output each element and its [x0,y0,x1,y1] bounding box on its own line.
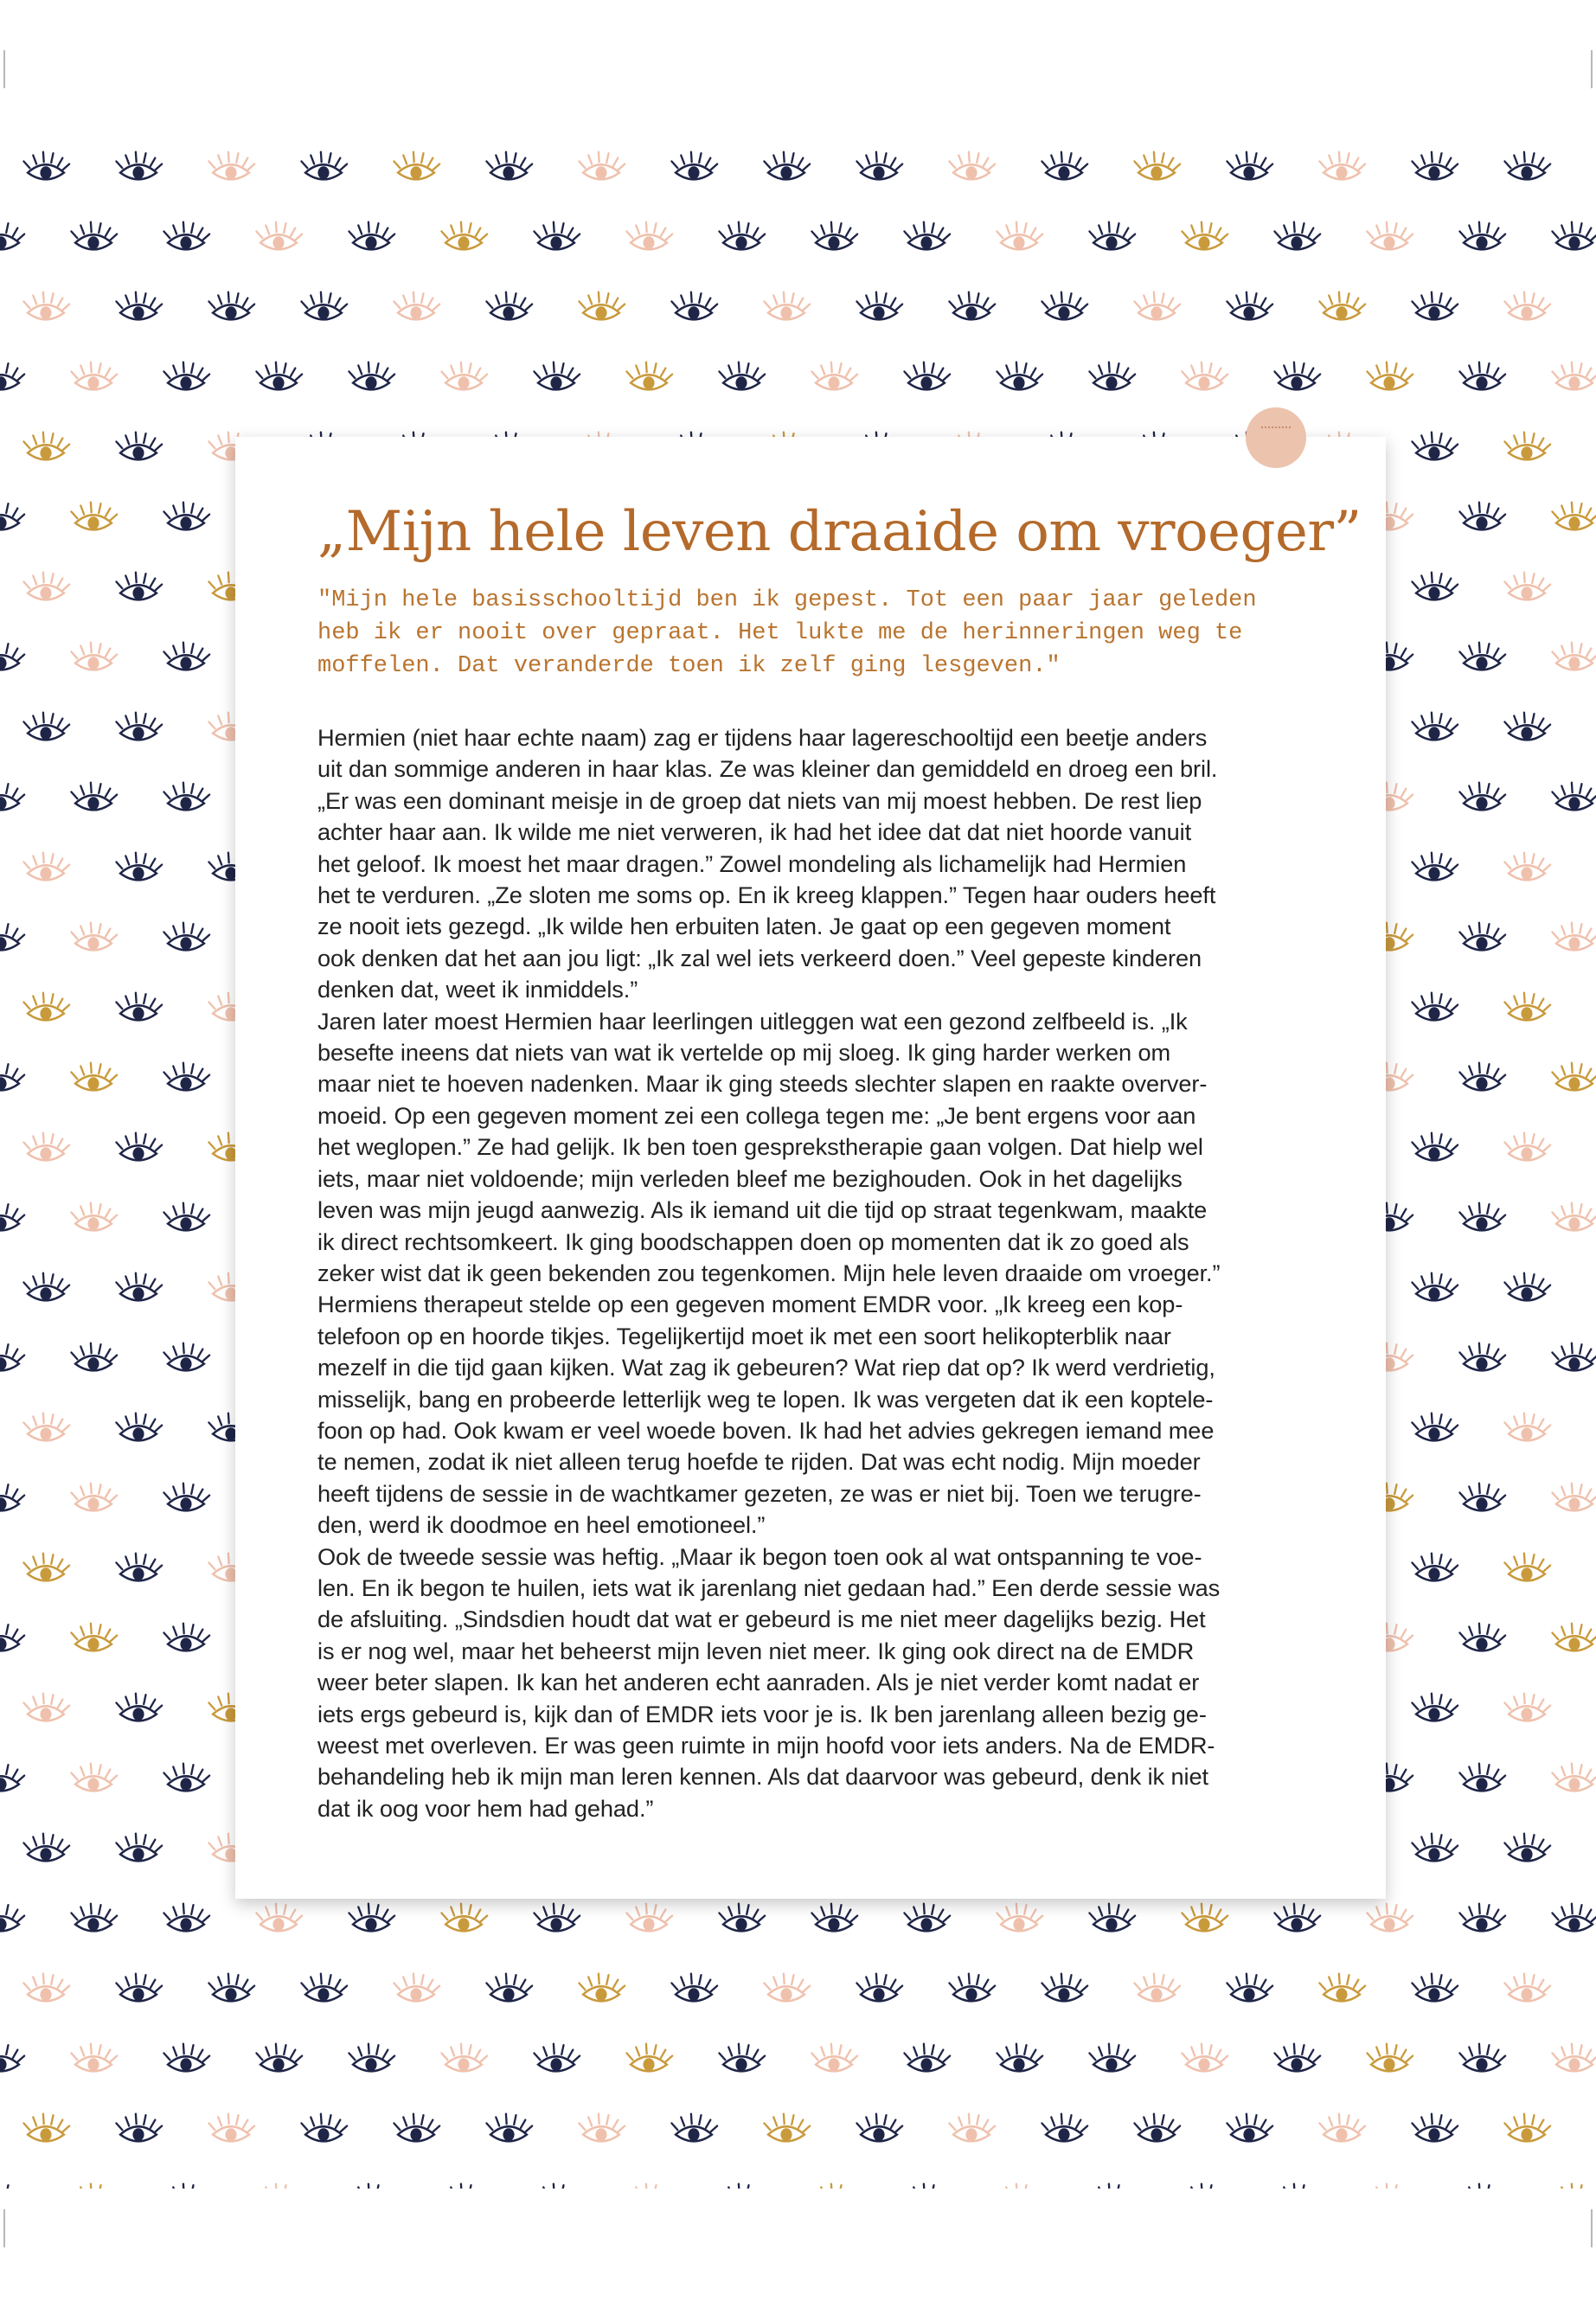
eye-icon [71,1343,117,1371]
eye-icon [23,713,69,740]
eye-icon [1504,1133,1550,1161]
body-line: leven was mijn jeugd aanwezig. Als ik iemand uit die tijd op straat tegenkwam, maakte [317,1196,1208,1224]
eye-icon [23,573,69,600]
body-line: Hermiens therapeut stelde op een gegeven moment EMDR voor. „Ik kreeg een kop- [317,1291,1183,1318]
eye-icon [1552,923,1596,951]
eye-icon [1459,503,1505,530]
eye-icon [301,292,347,320]
eye-icon [23,433,69,460]
eye-icon [71,1624,117,1651]
body-line: iets, maar niet voldoende; mijn verleden bleef me bezighouden. Ook in het dagelijks [317,1164,1183,1192]
eye-icon [349,2044,394,2072]
body-line: den, werd ik doodmoe en heel emotioneel.” [317,1511,766,1539]
eye-icon [1459,2184,1505,2189]
eye-icon [1182,1904,1227,1932]
eye-icon [256,1904,302,1932]
body-line: moeid. Op een gegeven moment zei een collega tegen me: „Je bent ergens voor aan [317,1101,1196,1129]
eye-icon [1459,1484,1505,1511]
eye-icon [1089,222,1135,250]
eye-icon [163,1484,209,1511]
eye-icon [1274,362,1320,390]
eye-icon [1504,1554,1550,1581]
eye-icon [1459,222,1505,250]
eye-icon [0,503,24,530]
body-line: mezelf in die tijd gaan kijken. Wat zag ik gebeuren? Wat riep dat op? Ik werd verdrietig, [317,1354,1215,1381]
eye-icon [534,2044,580,2072]
body-line: len. En ik begon te huilen, iets wat ik jarenlang niet gedaan had.” Een derde sessie was [317,1574,1221,1601]
eye-icon [949,152,995,180]
eye-icon [1504,993,1550,1021]
eye-icon [1367,2184,1413,2189]
body-line: misselijk, bang en probeerde letterlijk weg te lopen. Ik was vergeten dat ik een koptele- [317,1385,1214,1413]
eye-icon [1412,993,1458,1021]
eye-icon [1552,1343,1596,1371]
eye-icon [23,1554,69,1581]
eye-icon [1552,783,1596,811]
eye-icon [1319,292,1365,320]
eye-icon [1459,1203,1505,1231]
eye-icon [949,292,995,320]
eye-icon [23,993,69,1021]
eye-icon [1134,292,1180,320]
eye-icon [23,1133,69,1161]
eye-icon [719,1904,765,1932]
eye-icon [71,783,117,811]
eye-icon [1182,2044,1227,2072]
eye-icon [1367,222,1413,250]
eye-icon [163,362,209,390]
eye-icon [1412,853,1458,881]
eye-icon [163,2184,209,2189]
eye-icon [1504,1413,1550,1441]
eye-icon [71,1063,117,1091]
eye-icon [1412,292,1458,320]
eye-icon [0,1203,24,1231]
eye-icon [116,1133,162,1161]
eye-icon [1042,292,1087,320]
body-line: maar niet te hoeven nadenken. Maar ik ging steeds slechter slapen en raakte overver- [317,1070,1208,1098]
eye-icon [116,713,162,740]
eye-icon [1412,573,1458,600]
eye-icon [1459,1624,1505,1651]
eye-icon [1459,643,1505,670]
body-line: ze nooit iets gezegd. „Ik wilde hen erbuiten laten. Je gaat op een gegeven moment [317,913,1171,940]
eye-icon [856,292,902,320]
eye-icon [764,152,810,180]
body-line: het te verduren. „Ze sloten me soms op. En ik kreeg klappen.” Tegen haar ouders heeft [317,881,1216,909]
eye-icon [1412,2114,1458,2142]
eye-icon [1504,1694,1550,1721]
eye-icon [1412,1273,1458,1301]
eye-icon [1319,2114,1365,2142]
eye-icon [904,1904,950,1932]
eye-icon [71,2184,117,2189]
eye-icon [163,1904,209,1932]
eye-icon [1459,783,1505,811]
eye-icon [394,1974,439,2002]
eye-icon [1504,573,1550,600]
eye-icon [23,292,69,320]
eye-icon [1552,2044,1596,2072]
body-line: dat ik oog voor hem had gehad.” [317,1794,654,1822]
eye-icon [23,1413,69,1441]
eye-icon [764,1974,810,2002]
body-line: te nemen, zodat ik niet alleen terug hoefde te rijden. Dat was echt nodig. Mijn moeder [317,1448,1201,1476]
eye-icon [1227,292,1272,320]
eye-icon [0,2184,24,2189]
eye-icon [856,2114,902,2142]
eye-icon [1504,1273,1550,1301]
intro-line: heb ik er nooit over gepraat. Het lukte me de herinneringen weg te [317,620,1243,646]
eye-icon [256,222,302,250]
eye-icon [534,1904,580,1932]
eye-icon [441,2044,487,2072]
eye-icon [71,503,117,530]
eye-icon [626,362,672,390]
crop-mark-top-right [1591,50,1593,88]
eye-icon [1412,1133,1458,1161]
eye-icon [1552,1484,1596,1511]
eye-icon [23,1834,69,1862]
eye-icon [1459,2044,1505,2072]
eye-icon [719,362,765,390]
eye-icon [349,2184,394,2189]
eye-icon [811,362,857,390]
eye-icon [1182,2184,1227,2189]
eye-icon [163,923,209,951]
body-line: ik direct rechtsomkeert. Ik ging boodschappen doen op momenten dat ik zo goed als [317,1227,1189,1255]
eye-icon [1274,222,1320,250]
eye-icon [163,222,209,250]
eye-icon [1552,503,1596,530]
eye-icon [1552,362,1596,390]
eye-icon [579,152,625,180]
eye-icon [0,2044,24,2072]
eye-icon [949,2114,995,2142]
eye-icon [1227,1974,1272,2002]
eye-icon [208,152,254,180]
body-line: Jaren later moest Hermien haar leerlingen uitleggen wat een gezond zelfbeeld is. „Ik [317,1007,1188,1035]
article-body [317,722,1313,1824]
body-line: iets ergs gebeurd is, kijk dan of EMDR iets voor je is. Ik ben jarenlang alleen bezig ge- [317,1700,1207,1727]
article-intro [317,584,1313,683]
eye-icon [116,573,162,600]
eye-icon [116,1694,162,1721]
eye-icon [671,152,717,180]
eye-icon [1552,643,1596,670]
eye-icon [719,2044,765,2072]
eye-icon [1367,1904,1413,1932]
eye-icon [163,1203,209,1231]
eye-icon [811,222,857,250]
eye-icon [301,152,347,180]
crop-mark-bottom-left [3,2209,5,2247]
eye-icon [1134,2114,1180,2142]
eye-icon [301,2114,347,2142]
eye-icon [626,2044,672,2072]
eye-icon [349,222,394,250]
eye-icon [1459,923,1505,951]
eye-icon [1274,2184,1320,2189]
eye-icon [23,1694,69,1721]
eye-icon [116,292,162,320]
eye-icon [1319,152,1365,180]
eye-icon [997,2184,1042,2189]
eye-icon [0,1063,24,1091]
eye-icon [208,2114,254,2142]
body-line: achter haar aan. Ik wilde me niet verweren, ik had het idee dat dat niet hoorde vanuit [317,818,1192,846]
page-badge-icon [1246,407,1306,468]
eye-icon [1367,362,1413,390]
eye-icon [719,2184,765,2189]
eye-icon [441,1904,487,1932]
body-line: heeft tijdens de sessie in de wachtkamer gezeten, ze was er niet bij. Toen we terugre- [317,1479,1202,1507]
eye-icon [626,1904,672,1932]
eye-icon [764,2114,810,2142]
eye-icon [1504,1834,1550,1862]
body-line: ook denken dat het aan jou ligt: „Ik zal wel iets verkeerd doen.” Veel gepeste kinderen [317,944,1202,971]
eye-icon [626,2184,672,2189]
eye-icon [904,222,950,250]
eye-icon [671,2114,717,2142]
eye-icon [394,2114,439,2142]
eye-icon [486,1974,532,2002]
eye-icon [1134,1974,1180,2002]
eye-icon [534,2184,580,2189]
eye-icon [71,1764,117,1791]
eye-icon [163,643,209,670]
eye-icon [1504,433,1550,460]
body-line: „Er was een dominant meisje in de groep dat niets van mij moest hebben. De rest liep [317,786,1202,814]
body-line: uit dan sommige anderen in haar klas. Ze was kleiner dan gemiddeld en droeg een bril. [317,755,1218,783]
eye-icon [1412,433,1458,460]
eye-icon [116,152,162,180]
eye-icon [163,503,209,530]
eye-icon [71,643,117,670]
eye-icon [534,362,580,390]
eye-icon [208,1974,254,2002]
eye-icon [116,1834,162,1862]
eye-icon [301,1974,347,2002]
eye-icon [116,1413,162,1441]
eye-icon [349,1904,394,1932]
intro-line: moffelen. Dat veranderde toen ik zelf ging lesgeven." [317,653,1061,679]
article-title: „Mijn hele leven draaide om vroeger” [317,500,1362,564]
eye-icon [256,2184,302,2189]
eye-icon [764,292,810,320]
eye-icon [1042,152,1087,180]
eye-icon [23,1974,69,2002]
eye-icon [534,222,580,250]
eye-icon [997,362,1042,390]
eye-icon [1042,2114,1087,2142]
eye-icon [1412,1834,1458,1862]
body-line: weer beter slapen. Ik kan het anderen echt aanraden. Als je niet verder komt nadat er [317,1669,1200,1696]
body-line: de afsluiting. „Sindsdien houdt dat wat er gebeurd is me niet meer dagelijks bezig. Het [317,1606,1206,1633]
eye-icon [0,1484,24,1511]
eye-icon [394,292,439,320]
eye-icon [1134,152,1180,180]
eye-icon [441,222,487,250]
eye-icon [163,1764,209,1791]
eye-icon [1504,152,1550,180]
eye-icon [0,222,24,250]
eye-icon [1227,152,1272,180]
eye-icon [1552,1063,1596,1091]
eye-icon [904,362,950,390]
body-line: is er nog wel, maar het beheerst mijn leven niet meer. Ik ging ook direct na de EMDR [317,1637,1195,1664]
eye-icon [0,362,24,390]
eye-icon [486,2114,532,2142]
eye-icon [0,783,24,811]
eye-icon [1412,1974,1458,2002]
eye-icon [1412,1554,1458,1581]
eye-icon [1459,1764,1505,1791]
eye-icon [0,923,24,951]
eye-icon [71,2044,117,2072]
eye-icon [71,1484,117,1511]
article-card [235,437,1386,1899]
eye-icon [116,1273,162,1301]
eye-icon [1459,1063,1505,1091]
eye-icon [23,152,69,180]
eye-icon [116,853,162,881]
eye-icon [116,1974,162,2002]
crop-mark-bottom-right [1591,2209,1593,2247]
eye-icon [1274,2044,1320,2072]
eye-icon [811,2184,857,2189]
eye-icon [208,292,254,320]
eye-icon [71,222,117,250]
eye-icon [579,292,625,320]
eye-icon [1319,1974,1365,2002]
eye-icon [116,2114,162,2142]
body-line: Ook de tweede sessie was heftig. „Maar ik begon toen ook al wat ontspanning te voe- [317,1542,1202,1570]
eye-icon [1412,152,1458,180]
eye-icon [349,362,394,390]
eye-icon [116,433,162,460]
eye-icon [0,643,24,670]
eye-icon [811,2044,857,2072]
eye-icon [163,1063,209,1091]
eye-icon [719,222,765,250]
eye-icon [579,1974,625,2002]
body-line: het weglopen.” Ze had gelijk. Ik ben toen gesprekstherapie gaan volgen. Dat hielp wel [317,1133,1203,1161]
eye-icon [71,362,117,390]
eye-icon [23,853,69,881]
eye-icon [1182,362,1227,390]
eye-icon [579,2114,625,2142]
eye-icon [256,362,302,390]
eye-icon [856,1974,902,2002]
eye-icon [1504,1974,1550,2002]
eye-icon [1089,2044,1135,2072]
eye-icon [997,222,1042,250]
crop-mark-top-left [3,50,5,88]
eye-icon [71,923,117,951]
eye-icon [163,2044,209,2072]
eye-icon [997,2044,1042,2072]
eye-icon [116,993,162,1021]
eye-icon [23,2114,69,2142]
eye-icon [71,1904,117,1932]
eye-icon [486,292,532,320]
eye-icon [1552,1624,1596,1651]
eye-icon [811,1904,857,1932]
eye-icon [1367,2044,1413,2072]
eye-icon [997,1904,1042,1932]
eye-icon [23,1273,69,1301]
eye-icon [0,1624,24,1651]
eye-icon [1504,853,1550,881]
body-line: zeker wist dat ik geen bekenden zou tegenkomen. Mijn hele leven draaide om vroeger.” [317,1259,1221,1286]
eye-icon [163,783,209,811]
eye-icon [1089,362,1135,390]
eye-icon [1552,2184,1596,2189]
body-line: Hermien (niet haar echte naam) zag er tijdens haar lagereschooltijd een beetje anders [317,724,1208,751]
eye-icon [1042,1974,1087,2002]
eye-icon [1227,2114,1272,2142]
eye-icon [0,1904,24,1932]
body-line: telefoon op en hoorde tikjes. Tegelijkertijd moet ik met een soort helikopterblik naar [317,1322,1171,1349]
eye-icon [1182,222,1227,250]
body-line: weest met overleven. Er was geen ruimte in mijn hoofd voor iets anders. Na de EMDR- [317,1732,1215,1759]
eye-icon [116,1554,162,1581]
eye-icon [163,1343,209,1371]
eye-icon [1504,292,1550,320]
eye-icon [671,292,717,320]
eye-icon [1412,713,1458,740]
eye-icon [1504,2114,1550,2142]
eye-icon [0,1343,24,1371]
eye-icon [441,362,487,390]
eye-icon [671,1974,717,2002]
eye-icon [71,1203,117,1231]
eye-icon [441,2184,487,2189]
body-line: behandeling heb ik mijn man leren kennen. Als dat daarvoor was gebeurd, denk ik niet [317,1763,1208,1791]
body-line: denken dat, weet ik inmiddels.” [317,976,638,1003]
eye-icon [1552,1203,1596,1231]
eye-icon [904,2184,950,2189]
body-line: besefte ineens dat niets van wat ik vertelde op mij sloeg. Ik ging harder werken om [317,1039,1171,1067]
eye-icon [1274,1904,1320,1932]
intro-line: "Mijn hele basisschooltijd ben ik gepest. Tot een paar jaar geleden [317,587,1257,613]
eye-icon [949,1974,995,2002]
eye-icon [394,152,439,180]
eye-icon [1459,1904,1505,1932]
eye-icon [1552,1904,1596,1932]
eye-icon [486,152,532,180]
eye-icon [856,152,902,180]
eye-icon [256,2044,302,2072]
eye-icon [1412,1694,1458,1721]
body-line: foon op had. Ook kwam er veel woede boven. Ik had het advies gekregen iemand mee [317,1416,1215,1444]
eye-icon [1412,1413,1458,1441]
eye-icon [163,1624,209,1651]
eye-icon [1552,222,1596,250]
eye-icon [1459,362,1505,390]
eye-icon [1459,1343,1505,1371]
eye-icon [1552,1764,1596,1791]
eye-icon [626,222,672,250]
eye-icon [904,2044,950,2072]
eye-icon [1089,1904,1135,1932]
eye-icon [1089,2184,1135,2189]
eye-icon [0,1764,24,1791]
body-line: het geloof. Ik moest het maar dragen.” Zowel mondeling als lichamelijk had Hermien [317,849,1187,877]
eye-icon [1504,713,1550,740]
